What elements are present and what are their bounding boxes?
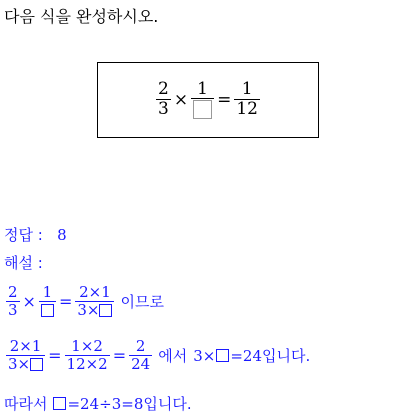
question-text: 다음 식을 완성하시오. [4, 7, 159, 26]
blank-box-icon [99, 304, 112, 317]
blank-box-icon [41, 304, 54, 317]
equation-box [97, 62, 319, 138]
answer-label: 정답 : [4, 226, 43, 244]
answer-value: 8 [57, 226, 67, 244]
fraction-middle [191, 78, 214, 120]
equation [154, 78, 262, 120]
l2-fraction-c: $\frac{2}{24}$ [131, 337, 151, 373]
fraction-left [156, 81, 171, 119]
explanation-line-2: $\frac{2\times 1}{3\times}$ = $\frac{1\times 2}{12\times 2}$ = $\frac{2}{24}$ 에서 3× =24 입니다. [8, 337, 311, 373]
fraction-left-numerator: 2 [158, 79, 169, 100]
l2-fraction-a: $\frac{2\times 1}{3\times}$ [6, 339, 45, 373]
fraction-right-numerator: 1 [241, 79, 253, 100]
l1-fraction-c: $\frac{2\times 1}{3\times}$ [75, 285, 114, 319]
fraction-middle-denominator [191, 98, 214, 119]
explanation-label: 해설 : [4, 254, 43, 272]
l2-fraction-b: $\frac{1\times 2}{12\times 2}$ [66, 337, 108, 373]
explanation-line-3: 따라서 =24÷3=8 입니다. [4, 394, 192, 413]
blank-box-icon [216, 349, 229, 362]
equals-sign: = [217, 90, 232, 110]
answer-line [4, 224, 67, 245]
times-sign: × [173, 90, 189, 110]
blank-box-icon [53, 397, 66, 410]
l1-fraction-a: $\frac{2}{3}$ [8, 283, 18, 319]
blank-box-icon [30, 358, 43, 371]
fraction-right-denominator: 12 [236, 99, 258, 119]
fraction-left-denominator: 3 [158, 99, 169, 119]
fraction-right [234, 81, 260, 119]
blank-box-icon [193, 100, 212, 119]
l1-fraction-b: 1 [39, 285, 56, 319]
explanation-line-1: $\frac{2}{3}$ × 1 = $\frac{2\times 1}{3\times}$ 이므로 [8, 283, 164, 319]
fraction-middle-numerator: 1 [197, 78, 208, 99]
